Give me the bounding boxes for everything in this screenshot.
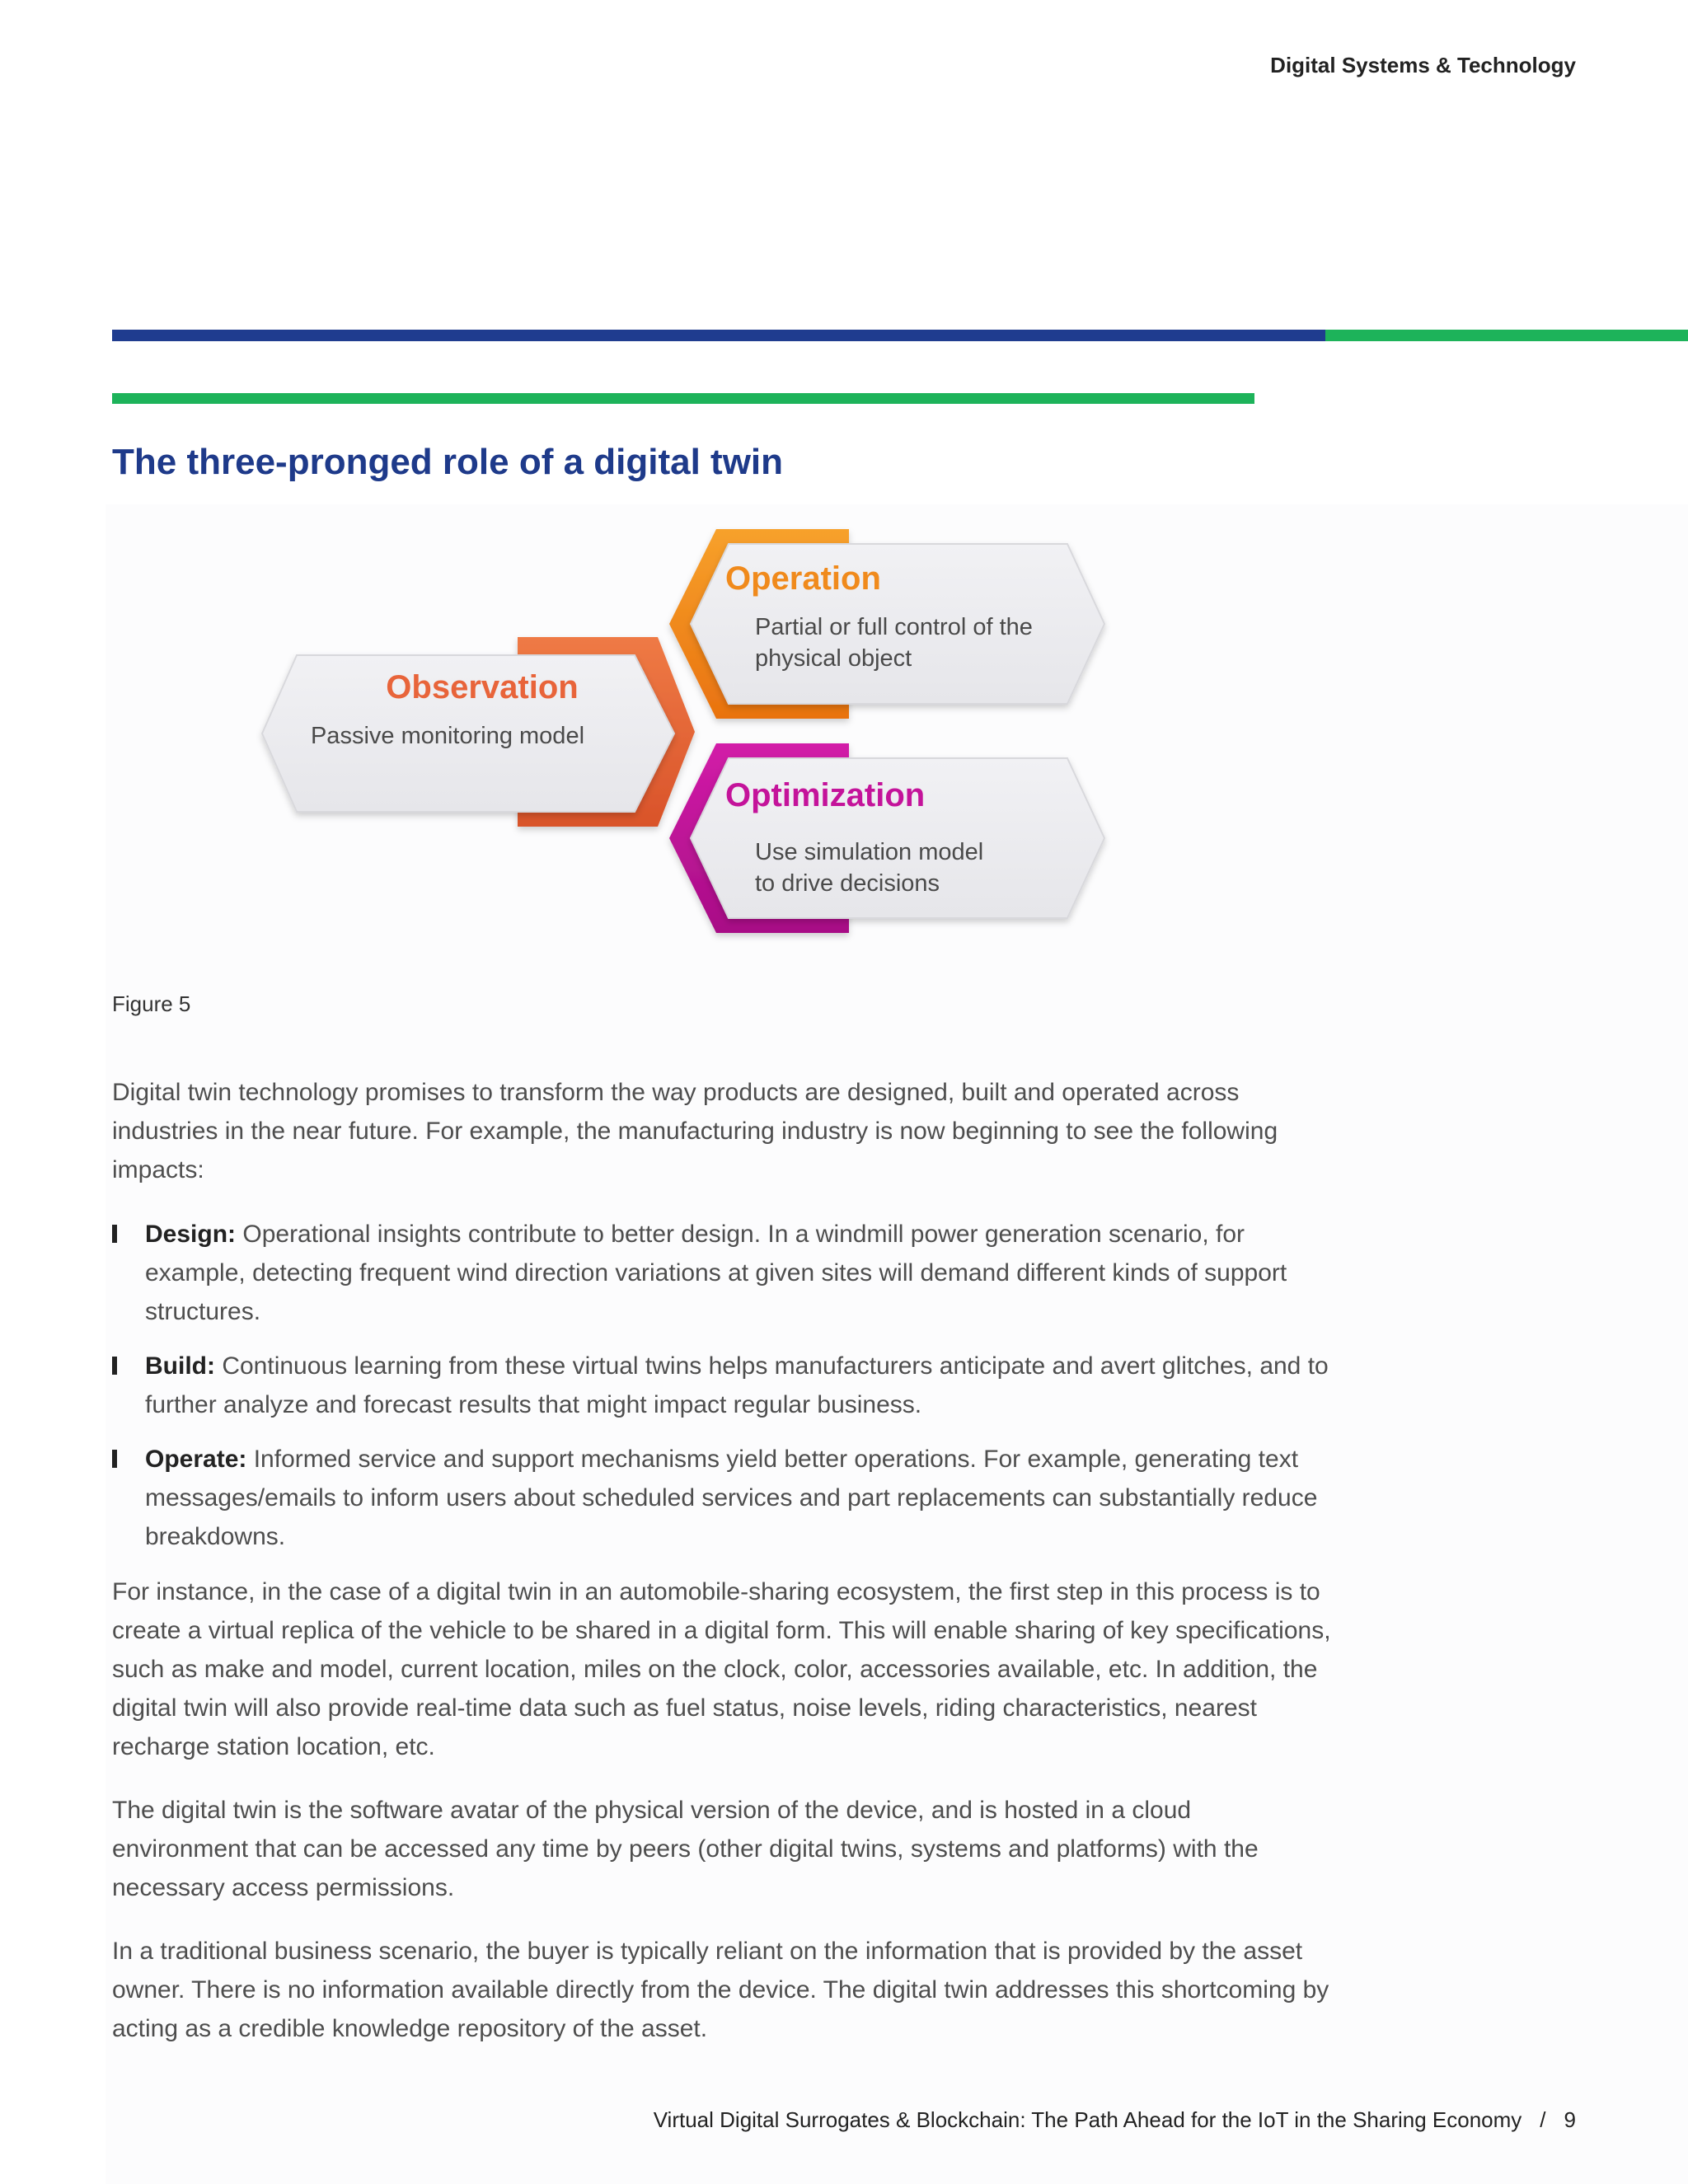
page-number: 9: [1564, 2107, 1576, 2132]
bullet-text: Operational insights contribute to better design. In a windmill power generation scenario, for example, detecting frequent wind direction variations at given sites will demand different kinds of support structures.: [145, 1221, 1287, 1325]
bullet-build: [112, 1347, 1348, 1424]
figure-title: The three-pronged role of a digital twin: [112, 442, 784, 482]
intro-paragraph: Digital twin technology promises to transform the way products are designed, built and operated across industries in the near future. For example, the manufacturing industry is now beginning to see the following impacts:: [112, 1079, 1278, 1183]
bullet-text: Continuous learning from these virtual twins helps manufacturers anticipate and avert glitches, and to further analyze and forecast results that might impact regular business.: [145, 1352, 1329, 1418]
bullet-marker: [112, 1357, 117, 1375]
bullet-text: Informed service and support mechanisms yield better operations. For example, generating text messages/emails to inform users about scheduled services and part replacements can substantially reduce breakdowns.: [145, 1446, 1318, 1550]
optimization-description-line2: to drive decisions: [755, 870, 940, 897]
paragraph-automobile-sharing: For instance, in the case of a digital twin in an automobile-sharing ecosystem, the first step in this process is to create a virtual replica of the vehicle to be shared in a digital form. This will enable sharing of key specifications, such as make and model, current location, miles on the clock, color, accessories available, etc. In addition, the digital twin will also provide real-time data such as fuel status, noise levels, riding characteristics, nearest recharge station location, etc.: [112, 1578, 1331, 1760]
observation-label: Observation: [386, 669, 579, 705]
operation-description-line2: physical object: [755, 645, 912, 672]
bullet-term: Design:: [145, 1221, 237, 1248]
operation-label: Operation: [725, 560, 881, 597]
section-header: Digital Systems & Technology: [1270, 53, 1576, 77]
bullet-term: Build:: [145, 1352, 215, 1380]
operation-description-line1: Partial or full control of the: [755, 614, 1033, 640]
bullet-marker: [112, 1450, 117, 1468]
bullet-marker: [112, 1225, 117, 1243]
figure-caption: Figure 5: [112, 991, 191, 1016]
optimization-description-line1: Use simulation model: [755, 839, 984, 865]
three-pronged-diagram: [0, 0, 1688, 972]
optimization-hexagon: [669, 743, 1104, 933]
paragraph-software-avatar: The digital twin is the software avatar of the physical version of the device, and is hosted in a cloud environment that can be accessed any time by peers (other digital twins, systems and platforms) with the necessary access permissions.: [112, 1797, 1259, 1901]
bullet-design: [112, 1215, 1348, 1331]
bullet-term: Operate:: [145, 1446, 247, 1473]
optimization-label: Optimization: [725, 777, 926, 813]
footer-document-title: Virtual Digital Surrogates & Blockchain: The Path Ahead for the IoT in the Sharing Economy: [653, 2107, 1522, 2132]
footer-separator: /: [1540, 2107, 1546, 2132]
observation-description: Passive monitoring model: [310, 723, 585, 749]
paragraph-traditional-scenario: In a traditional business scenario, the buyer is typically reliant on the information that is provided by the asset owner. There is no information available directly from the device. The digital twin addresses this shortcoming by acting as a credible knowledge repository of the asset.: [112, 1938, 1329, 2042]
bullet-operate: [112, 1440, 1348, 1556]
page-footer: [654, 2107, 1576, 2133]
